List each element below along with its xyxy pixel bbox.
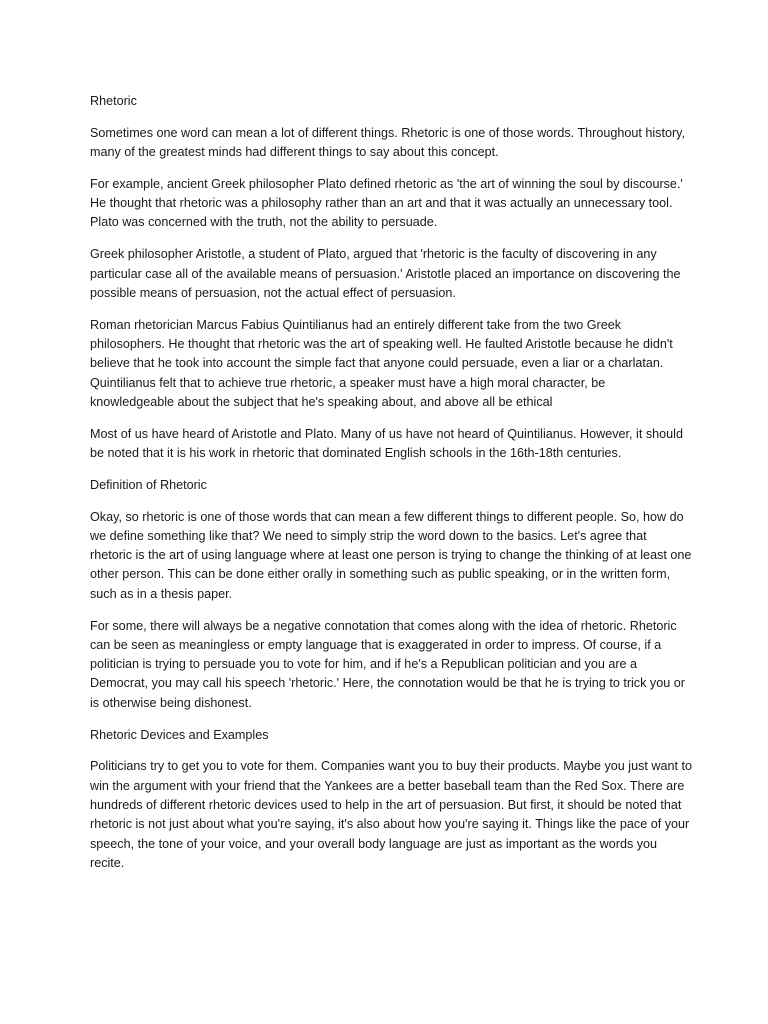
paragraph: Greek philosopher Aristotle, a student of Plato, argued that 'rhetoric is the faculty of discovering in any particular case all of the available means of persuasion.' Aristotle placed an importance on discovering the possible means of persuasion, not the actual effect of persuasion. — [90, 247, 681, 300]
paragraph: Okay, so rhetoric is one of those words that can mean a few different things to different people. So, how do we define something like that? We need to simply strip the word down to the basics. Let's agree that rhetoric is the art of using language where at least one person is trying to change the thinking of at least one other person. This can be done either orally in something such as public speaking, or in the written form, such as in a thesis paper. — [90, 509, 692, 601]
paragraph: For some, there will always be a negative connotation that comes along with the idea of rhetoric. Rhetoric can be seen as meaningless or empty language that is exaggerated in order to impress. Of course, if a politician is trying to persuade you to vote for him, and if he's a Republican politician and you are a Democrat, you may call his speech 'rhetoric.' Here, the connotation would be that he is trying to trick you or is otherwise being dishonest. — [90, 618, 685, 710]
document-page — [90, 92, 692, 886]
paragraph: Politicians try to get you to vote for them. Companies want you to buy their products. Maybe you just want to win the argument with your friend that the Yankees are a better baseball team than the Red Sox. There are hundreds of different rhetoric devices used to help in the art of persuasion. But first, it should be noted that rhetoric is not just about what you're saying, it's also about how you're saying it. Things like the pace of your speech, the tone of your voice, and your overall body language are just as important as the words you recite. — [90, 759, 693, 870]
paragraph: For example, ancient Greek philosopher Plato defined rhetoric as 'the art of winning the soul by discourse.' He thought that rhetoric was a philosophy rather than an art and that it was actually an unnecessary tool. Plato was concerned with the truth, not the ability to persuade. — [90, 176, 683, 230]
section-heading: Definition of Rhetoric — [90, 477, 207, 492]
document-title: Rhetoric — [90, 94, 137, 108]
paragraph: Sometimes one word can mean a lot of different things. Rhetoric is one of those words. Throughout history, many of the greatest minds had different things to say about this concept. — [90, 125, 686, 160]
section-heading: Rhetoric Devices and Examples — [90, 727, 269, 742]
paragraph: Most of us have heard of Aristotle and Plato. Many of us have not heard of Quintilianus. However, it should be noted that it is his work in rhetoric that dominated English schools in the 16th-18th centuries. — [90, 426, 683, 460]
paragraph: Roman rhetorician Marcus Fabius Quintilianus had an entirely different take from the two Greek philosophers. He thought that rhetoric was the art of speaking well. He faulted Aristotle because he didn't believe that he took into account the simple fact that anyone could persuade, even a liar or a charlatan. Quintilianus felt that to achieve true rhetoric, a speaker must have a high moral character, be knowledgeable about the subject that he's speaking about, and above all be ethical — [90, 317, 673, 409]
